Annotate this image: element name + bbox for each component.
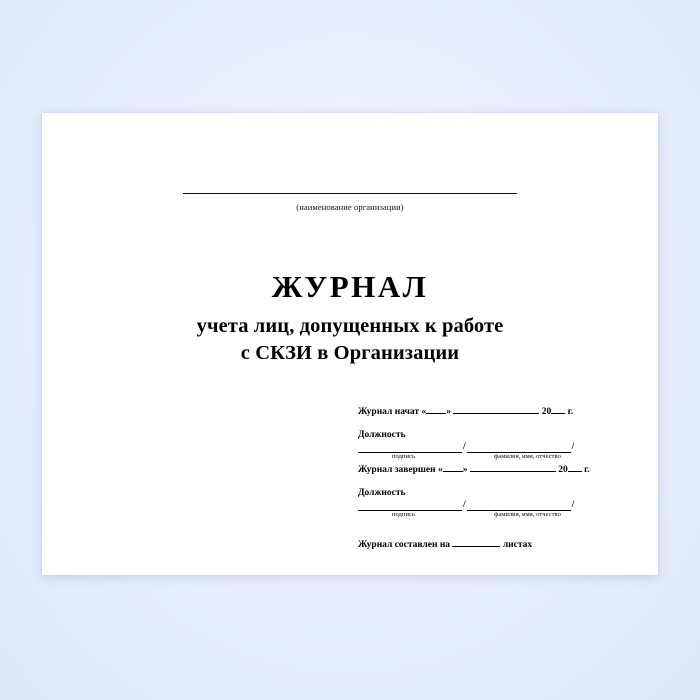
document-title-block bbox=[42, 271, 658, 367]
signature-blank-1 bbox=[358, 441, 462, 453]
journal-finished-row bbox=[358, 464, 620, 476]
position-label-2: Должность bbox=[358, 487, 406, 498]
organization-name-field bbox=[42, 181, 658, 212]
organization-name-caption: (наименование организации) bbox=[296, 202, 404, 212]
journal-started-mid: » bbox=[446, 407, 454, 418]
journal-started-day-blank bbox=[426, 406, 446, 414]
journal-finished-mid: » bbox=[462, 465, 470, 476]
document-subtitle-line-1: учета лиц, допущенных к работе bbox=[196, 314, 504, 337]
position-label-1: Должность bbox=[358, 429, 406, 440]
journal-finished-suffix: г. bbox=[581, 465, 590, 476]
journal-started-suffix: г. bbox=[565, 407, 574, 418]
signature-blank-2 bbox=[358, 499, 462, 511]
journal-started-year-label: 20 bbox=[539, 407, 552, 418]
fio-blank-2 bbox=[467, 499, 571, 511]
journal-finished-label: Журнал завершен « bbox=[358, 465, 443, 476]
journal-finished-year-blank bbox=[568, 464, 582, 472]
caption-fio-1: фамилия, имя, отчество bbox=[494, 453, 561, 461]
caption-signature-2: подпись bbox=[392, 511, 416, 519]
journal-finished-year-label: 20 bbox=[555, 465, 568, 476]
journal-total-sheets-blank bbox=[452, 539, 500, 547]
document-subtitle bbox=[42, 313, 658, 367]
journal-total-sheets-suffix: листах bbox=[500, 540, 533, 551]
signature-line-row-1 bbox=[358, 441, 620, 453]
journal-started-month-blank bbox=[453, 406, 539, 414]
caption-signature-1: подпись bbox=[392, 453, 416, 461]
journal-started-year-blank bbox=[551, 406, 565, 414]
signature-block bbox=[358, 406, 620, 551]
organization-name-blank-line bbox=[183, 192, 517, 194]
journal-finished-day-blank bbox=[443, 464, 463, 472]
signature-captions-1 bbox=[358, 453, 620, 464]
document-page bbox=[42, 113, 658, 575]
journal-finished-month-blank bbox=[470, 464, 556, 472]
fio-slash-1: / bbox=[571, 442, 575, 453]
signature-slash-2: / bbox=[463, 500, 466, 511]
signature-slash-1: / bbox=[463, 442, 466, 453]
journal-total-sheets-row bbox=[358, 539, 620, 551]
fio-slash-2: / bbox=[571, 500, 575, 511]
fio-blank-1 bbox=[467, 441, 571, 453]
journal-total-sheets-label: Журнал составлен на bbox=[358, 540, 453, 551]
signature-line-row-2 bbox=[358, 499, 620, 511]
caption-fio-2: фамилия, имя, отчество bbox=[494, 511, 561, 519]
journal-started-row bbox=[358, 406, 620, 418]
signature-captions-2 bbox=[358, 511, 620, 522]
document-subtitle-line-2: с СКЗИ в Организации bbox=[240, 341, 460, 364]
journal-started-label: Журнал начат « bbox=[358, 407, 427, 418]
document-title-main: ЖУРНАЛ bbox=[271, 269, 429, 304]
